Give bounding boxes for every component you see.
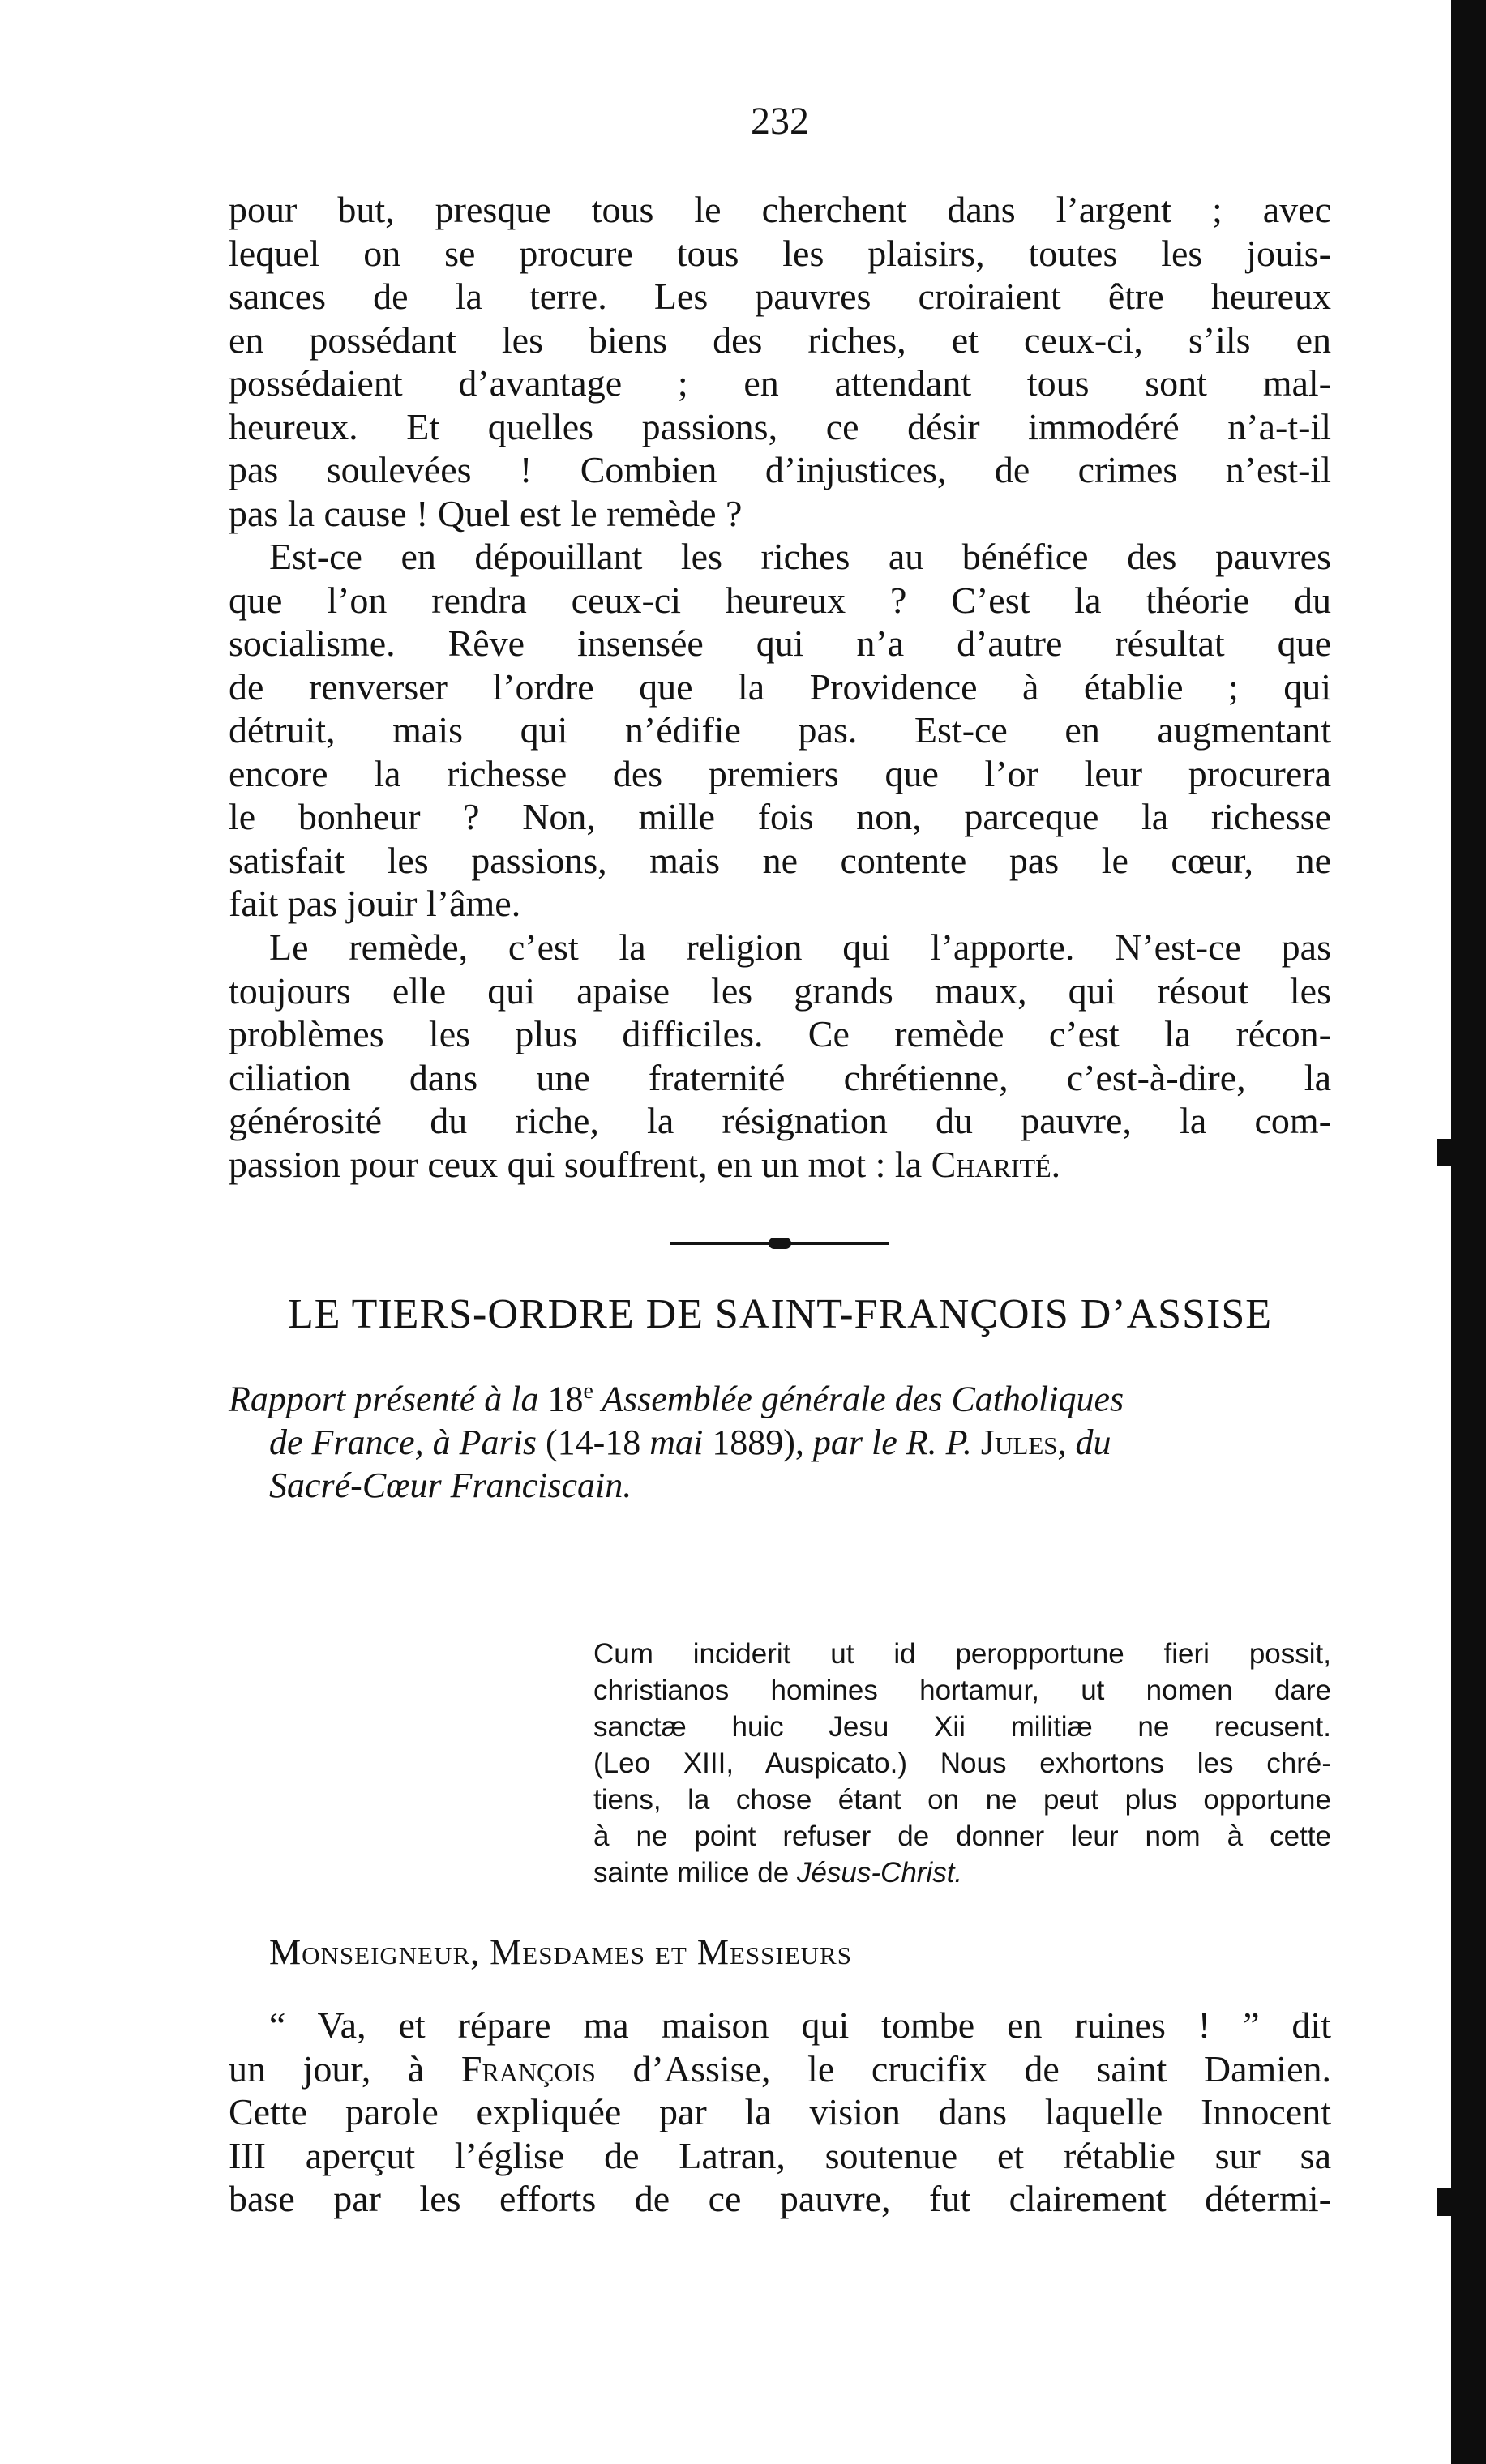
section-title: LE TIERS-ORDRE DE SAINT-FRANÇOIS D’ASSISE bbox=[288, 1291, 1272, 1337]
text-line: lequel on se procure tous les plaisirs, toutes les jouis- bbox=[229, 232, 1331, 274]
text-fragment: 18 bbox=[547, 1379, 584, 1419]
closing-word: Charité. bbox=[931, 1143, 1061, 1185]
text-line: encore la richesse des premiers que l’or leur procurera bbox=[229, 752, 1331, 794]
text-line: générosité du riche, la résignation du pauvre, la com- bbox=[229, 1100, 1331, 1141]
text-fragment: un jour, à bbox=[229, 2047, 461, 2090]
text-fragment: de France, à Paris bbox=[269, 1422, 546, 1462]
text-fragment: mai bbox=[649, 1422, 704, 1462]
text-line: toujours elle qui apaise les grands maux, qui résout les bbox=[229, 969, 1331, 1012]
text-line: sances de la terre. Les pauvres croiraient être heureux bbox=[229, 276, 1331, 317]
text-line: sanctæ huic Jesu Xii militiæ ne recusent. bbox=[593, 1711, 1331, 1743]
text-line: socialisme. Rêve insensée qui n’a d’autre résultat que bbox=[229, 622, 1331, 664]
paragraph bbox=[229, 2004, 1331, 2221]
text-fragment: par le R. P. bbox=[812, 1422, 981, 1462]
text-line bbox=[229, 2047, 1331, 2091]
ordinal-suffix: e bbox=[583, 1379, 593, 1404]
text-fragment: passion pour ceux qui souffrent, en un mot : la bbox=[229, 1143, 931, 1185]
text-line: Cette parole expliquée par la vision dans laquelle Innocent bbox=[229, 2091, 1331, 2132]
text-fragment: , du bbox=[1057, 1422, 1111, 1462]
text-line bbox=[229, 1370, 1331, 1421]
text-line: problèmes les plus difficiles. Ce remède c’est la récon- bbox=[229, 1013, 1331, 1054]
text-line: Sacré-Cœur Franciscain. bbox=[269, 1465, 632, 1505]
text-line: ciliation dans une fraternité chrétienne, c’est-à-dire, la bbox=[229, 1056, 1331, 1098]
text-fragment: 1889), bbox=[703, 1422, 813, 1462]
text-fragment: (14-18 bbox=[545, 1422, 650, 1462]
text-line: christianos homines hortamur, ut nomen dare bbox=[593, 1675, 1331, 1706]
text-fragment: Assemblée générale des Catholiques bbox=[593, 1379, 1124, 1419]
paragraph bbox=[229, 926, 1331, 1186]
text-line: heureux. Et quelles passions, ce désir immodéré n’a-t-il bbox=[229, 405, 1331, 447]
page-number: 232 bbox=[751, 100, 809, 143]
text-fragment: Jésus-Christ. bbox=[796, 1857, 963, 1889]
text-fragment: d’Assise, le crucifix de saint Damien. bbox=[595, 2047, 1331, 2090]
salutation: Monseigneur, Mesdames et Messieurs bbox=[269, 1932, 852, 1972]
divider-ornament bbox=[769, 1238, 791, 1249]
spine-mark bbox=[1437, 2188, 1454, 2216]
text-line: en possédant les biens des riches, et ceux-ci, s’ils en bbox=[229, 319, 1331, 361]
text-line bbox=[229, 1143, 1331, 1187]
text-line: III aperçut l’église de Latran, soutenue et rétablie sur sa bbox=[229, 2134, 1331, 2176]
text-line: Cum inciderit ut id peropportune fieri possit, bbox=[593, 1638, 1331, 1670]
text-line: détruit, mais qui n’édifie pas. Est-ce en augmentant bbox=[229, 709, 1331, 751]
spine-mark bbox=[1437, 1139, 1454, 1166]
paragraph bbox=[229, 535, 1331, 926]
text-line: fait pas jouir l’âme. bbox=[229, 883, 521, 924]
text-line: Est-ce en dépouillant les riches au bénéfice des pauvres bbox=[269, 536, 1331, 577]
text-line: que l’on rendra ceux-ci heureux ? C’est la théorie du bbox=[229, 579, 1331, 621]
text-line: de renverser l’ordre que la Providence à établie ; qui bbox=[229, 665, 1331, 708]
text-line: pas soulevées ! Combien d’injustices, de crimes n’est-il bbox=[229, 449, 1331, 490]
text-line: le bonheur ? Non, mille fois non, parceque la richesse bbox=[229, 796, 1331, 837]
text-line bbox=[593, 1854, 1331, 1891]
text-line: à ne point refuser de donner leur nom à cette bbox=[593, 1820, 1331, 1852]
text-line: Le remède, c’est la religion qui l’apporte. N’est-ce pas bbox=[269, 926, 1331, 968]
text-fragment: Rapport présenté à la bbox=[229, 1379, 548, 1419]
text-line: pour but, presque tous le cherchent dans l’argent ; avec bbox=[229, 189, 1331, 230]
author-name: Jules bbox=[980, 1422, 1058, 1462]
book-spine-shadow bbox=[1451, 0, 1486, 2464]
person-name: François bbox=[460, 2047, 596, 2090]
text-line: satisfait les passions, mais ne contente pas le cœur, ne bbox=[229, 839, 1331, 881]
text-line: (Leo XIII, Auspicato.) Nous exhortons les chré- bbox=[593, 1747, 1331, 1779]
text-line: pas la cause ! Quel est le remède ? bbox=[229, 492, 743, 534]
text-line bbox=[229, 1421, 1331, 1464]
text-fragment: sainte milice de bbox=[593, 1857, 797, 1889]
text-line: base par les efforts de ce pauvre, fut clairement détermi- bbox=[229, 2178, 1331, 2219]
epigraph bbox=[593, 1636, 1331, 1891]
report-subtitle bbox=[229, 1370, 1331, 1507]
paragraph bbox=[229, 188, 1331, 535]
text-line: possédaient d’avantage ; en attendant tous sont mal- bbox=[229, 362, 1331, 404]
text-line: tiens, la chose étant on ne peut plus opportune bbox=[593, 1784, 1331, 1816]
text-line: “ Va, et répare ma maison qui tombe en ruines ! ” dit bbox=[269, 2004, 1331, 2046]
